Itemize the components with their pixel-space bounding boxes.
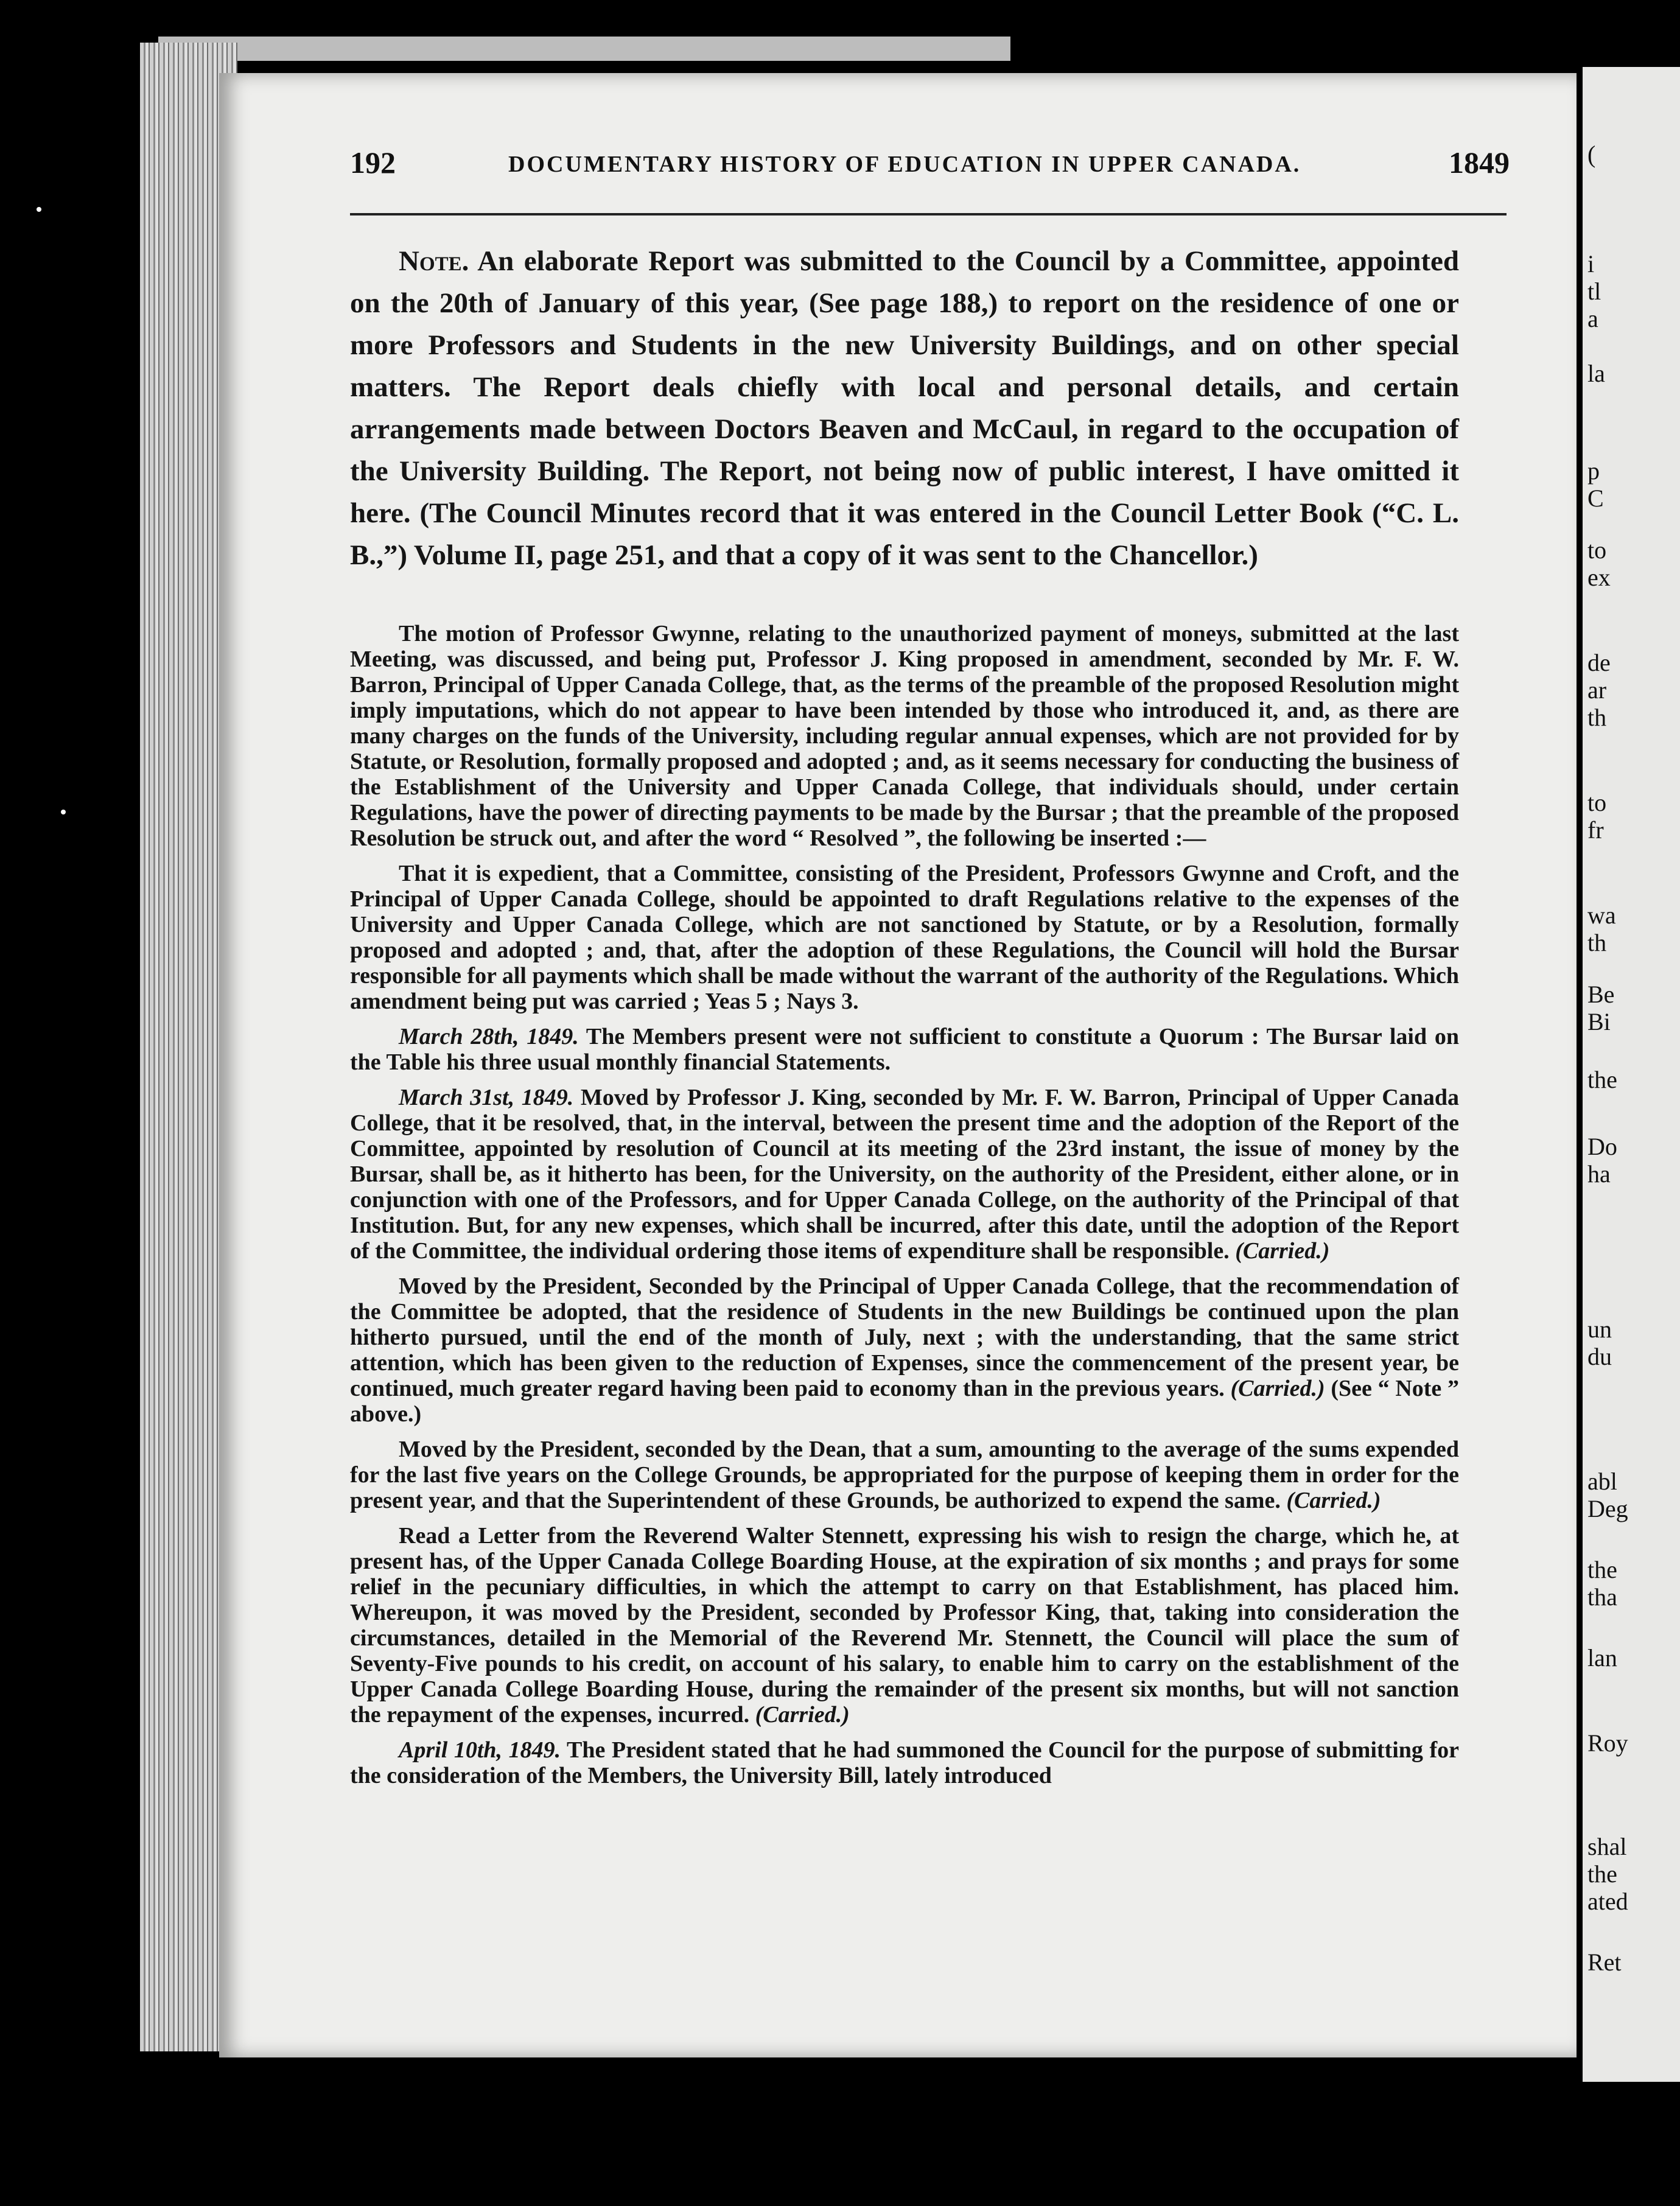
facing-fragment: tha: [1587, 1583, 1617, 1611]
facing-fragment: the: [1587, 1556, 1617, 1583]
facing-fragment: du: [1587, 1343, 1612, 1370]
facing-fragment: Be: [1587, 981, 1615, 1008]
facing-fragment: Deg: [1587, 1495, 1628, 1522]
editor-note: [350, 240, 1459, 576]
facing-fragment: th: [1587, 929, 1607, 956]
facing-fragment: to: [1587, 536, 1607, 564]
paragraph: [350, 1273, 1459, 1427]
facing-fragment: fr: [1587, 816, 1604, 844]
facing-fragment: th: [1587, 704, 1607, 731]
facing-fragment: p: [1587, 457, 1600, 485]
paragraph-text: That it is expedient, that a Committee, consisting of the President, Professors Gwynne and Croft, and the Principal of Upper Canada College, should be appointed to draft Regulations relative to the expenses of the University and Upper Canada College, which are not sanctioned by Statute, or by a Resolution, formally proposed and adopted ; and, that, after the adoption of these Regulations, the Council will hold the Bursar responsible for all payments which shall be made without the warrant of the authority of the Regulations. Which amendment being put was carried ; Yeas 5 ; Nays 3.: [350, 861, 1459, 1014]
facing-fragment: C: [1587, 485, 1604, 512]
facing-fragment: ar: [1587, 676, 1607, 704]
facing-fragment: un: [1587, 1315, 1612, 1343]
facing-fragment: to: [1587, 789, 1607, 816]
facing-fragment: lan: [1587, 1644, 1617, 1672]
carried-note: (Carried.): [1286, 1488, 1381, 1513]
paragraph: [350, 621, 1459, 851]
paragraph-text: The motion of Professor Gwynne, relating to the unauthorized payment of moneys, submitted at the last Meeting, was discussed, and being put, Professor J. King proposed in amendment, seconded by Mr. F. W. Barron, Principal of Upper Canada College, that, as the terms of the preamble of the proposed Resolution might imply imputations, which do not appear to have been intended by those who introduced it, and, as there are many charges on the funds of the University, including regular annual expenses, which are not provided for by Statute, or Resolution, formally proposed and adopted ; and, as it seems necessary for conducting the business of the Establishment of the University and Upper Canada College, that individuals should, under certain Regulations, have the power of directing payments to be made by the Bursar ; that the preamble of the proposed Resolution be struck out, and after the word “ Resolved ”, the following be inserted :—: [350, 621, 1459, 851]
facing-fragment: abl: [1587, 1468, 1617, 1495]
facing-fragment: Roy: [1587, 1729, 1628, 1757]
facing-fragment: ha: [1587, 1160, 1611, 1188]
paragraph-text: Moved by Professor J. King, seconded by Mr. F. W. Barron, Principal of Upper Canada College, that it be resolved, that, in the interval, between the present time and the adoption of the Report of the Committee, appointed by resolution of Council at its meeting of the 23rd instant, the issue of money by the Bursar, shall be, as it hitherto has been, for the University, on the authority of the President, either alone, or in conjunction with one of the Professors, and for Upper Canada College, on the authority of the Principal of that Institution. But, for any new expenses, which shall be incurred, after this date, until the adoption of the Report of the Committee, the individual ordering those items of expenditure shall be responsible.: [350, 1085, 1460, 1264]
facing-fragment: tl: [1587, 278, 1601, 305]
entry-date: April 10th, 1849.: [399, 1737, 561, 1763]
paragraph-text: Moved by the President, Seconded by the Principal of Upper Canada College, that the recommendation of the Committee be adopted, that the residence of Students in the new Buildings be continued upon the plan hitherto pursued, until the end of the month of July, next ; with the understanding, that the same strict attention, which has been given to the reduction of Expenses, since the commencement of the present year, be continued, much greater regard having been paid to economy than in the previous years.: [350, 1273, 1459, 1401]
scan-speck: [61, 810, 66, 814]
note-text: An elaborate Report was submitted to the Council by a Committee, appointed on the 20th of January of this year, (See page 188,) to report on the residence of one or more Professors and Students in the new University Buildings, and on other special matters. The Report deals chiefly with local and personal details, and certain arrangements made between Doctors Beaven and McCaul, in regard to the occupation of the University Building. The Report, not being now of public interest, I have omitted it here. (The Council Minutes record that it was entered in the Council Letter Book (“C. L. B.,”) Volume II, page 251, and that a copy of it was sent to the Chancellor.): [350, 245, 1459, 571]
paragraph-text: The President stated that he had summoned the Council for the purpose of submitting for the consideration of the Members, the University Bill, lately introduced: [350, 1737, 1459, 1788]
facing-fragment: the: [1587, 1066, 1617, 1093]
facing-fragment: (: [1587, 141, 1596, 168]
note-lead: Note.: [399, 245, 469, 277]
paragraph-text: The Members present were not sufficient to constitute a Quorum : The Bursar laid on the Table his three usual monthly financial Statements.: [350, 1024, 1459, 1075]
running-title: DOCUMENTARY HISTORY OF EDUCATION IN UPPER CANADA.: [508, 152, 1301, 177]
facing-fragment: wa: [1587, 902, 1616, 929]
book-page-edges-top: [158, 37, 1010, 61]
carried-note: (Carried.): [1230, 1376, 1325, 1401]
scan-speck: [37, 207, 41, 212]
page-number: 192: [350, 145, 396, 180]
paragraph-text: Read a Letter from the Reverend Walter Stennett, expressing his wish to resign the charge, which he, at present has, of the Upper Canada College Boarding House, at the expiration of six months ; and prays for some relief in the pecuniary difficulties, in which the attempt to carry on that Establishment, has placed him. Whereupon, it was moved by the President, seconded by Professor King, that, taking into consideration the circumstances, detailed in the Memorial of the Reverend Mr. Stennett, the Council will place the sum of Seventy-Five pounds to his credit, on account of his salary, to enable him to carry on the establishment of the Upper Canada College Boarding House, during the remainder of the present six months, but will not sanction the repayment of the expenses, incurred.: [350, 1523, 1459, 1728]
facing-fragment: la: [1587, 360, 1605, 387]
facing-fragment: ex: [1587, 564, 1611, 591]
facing-fragment: ated: [1587, 1888, 1628, 1915]
carried-note: (Carried.): [755, 1702, 850, 1728]
paragraph: [350, 1024, 1459, 1075]
paragraph: [350, 1737, 1459, 1788]
book-page: [219, 73, 1577, 2057]
header-year: 1849: [1449, 145, 1510, 180]
entry-date: March 31st, 1849.: [399, 1085, 574, 1110]
paragraph-text: Moved by the President, seconded by the Dean, that a sum, amounting to the average of the sums expended for the last five years on the College Grounds, be appropriated for the purpose of keeping them in order for the present year, and that the Superintendent of these Grounds, be authorized to expend the same.: [350, 1437, 1459, 1513]
entry-date: March 28th, 1849.: [399, 1024, 579, 1049]
see-note-reference: (See “ Note ” above.): [350, 1376, 1460, 1427]
facing-fragment: the: [1587, 1860, 1617, 1888]
facing-fragment: a: [1587, 305, 1598, 332]
paragraph: [350, 1085, 1459, 1264]
paragraph: [350, 861, 1459, 1014]
facing-fragment: i: [1587, 250, 1595, 278]
facing-page-edge: [1583, 67, 1680, 2082]
paragraph: [350, 1437, 1459, 1513]
facing-fragment: shal: [1587, 1833, 1627, 1860]
running-header: [350, 145, 1510, 187]
facing-fragment: de: [1587, 649, 1611, 676]
facing-fragment: Ret: [1587, 1949, 1622, 1976]
minutes-body: [350, 621, 1459, 1798]
carried-note: (Carried.): [1235, 1238, 1330, 1264]
paragraph: [350, 1523, 1459, 1728]
header-rule: [350, 213, 1507, 215]
facing-fragment: Do: [1587, 1133, 1617, 1160]
facing-fragment: Bi: [1587, 1008, 1611, 1035]
